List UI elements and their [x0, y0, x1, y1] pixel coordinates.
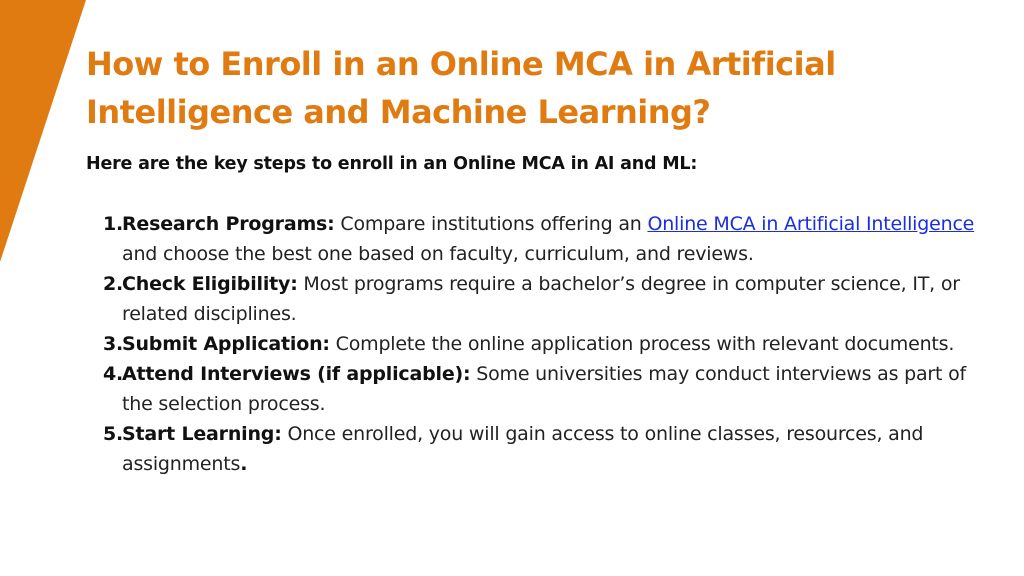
step-label: Check Eligibility:: [122, 273, 298, 295]
online-mca-ai-link[interactable]: Online MCA in Artificial Intelligence: [647, 213, 975, 235]
list-item-attend-interviews: [100, 359, 990, 419]
step-text: Some universities may conduct interviews as part of the selection process.: [122, 363, 967, 415]
step-text: Most programs require a bachelor’s degree in computer science, IT, or related disciplines.: [122, 273, 960, 325]
step-number: 2.: [103, 273, 124, 295]
step-text: Once enrolled, you will gain access to online classes, resources, and assignments: [122, 423, 924, 475]
step-number: 1.: [103, 213, 124, 235]
step-label: Submit Application:: [122, 333, 330, 355]
step-number: 4.: [103, 363, 124, 385]
enrollment-steps-list: [100, 209, 990, 479]
step-number: 3.: [103, 333, 124, 355]
step-label: Attend Interviews (if applicable):: [122, 363, 471, 385]
step-text: Complete the online application process with relevant documents.: [329, 333, 955, 355]
step-text: Compare institutions offering an: [334, 213, 648, 235]
orange-accent-shape: [0, 0, 100, 576]
step-text-continued: and choose the best one based on faculty, curriculum, and reviews.: [122, 243, 754, 265]
intro-text: Here are the key steps to enroll in an Online MCA in AI and ML:: [86, 154, 698, 174]
list-item-check-eligibility: [100, 269, 990, 329]
list-item-start-learning: [100, 419, 990, 479]
step-label: Start Learning:: [122, 423, 282, 445]
list-item-submit-application: [100, 329, 990, 359]
list-item-research-programs: [100, 209, 990, 269]
ending-period: .: [240, 453, 248, 475]
slide-title: How to Enroll in an Online MCA in Artificial Intelligence and Machine Learning?: [86, 45, 836, 131]
step-label: Research Programs:: [122, 213, 335, 235]
step-number: 5.: [103, 423, 124, 445]
orange-diagonal-band: [0, 0, 86, 262]
